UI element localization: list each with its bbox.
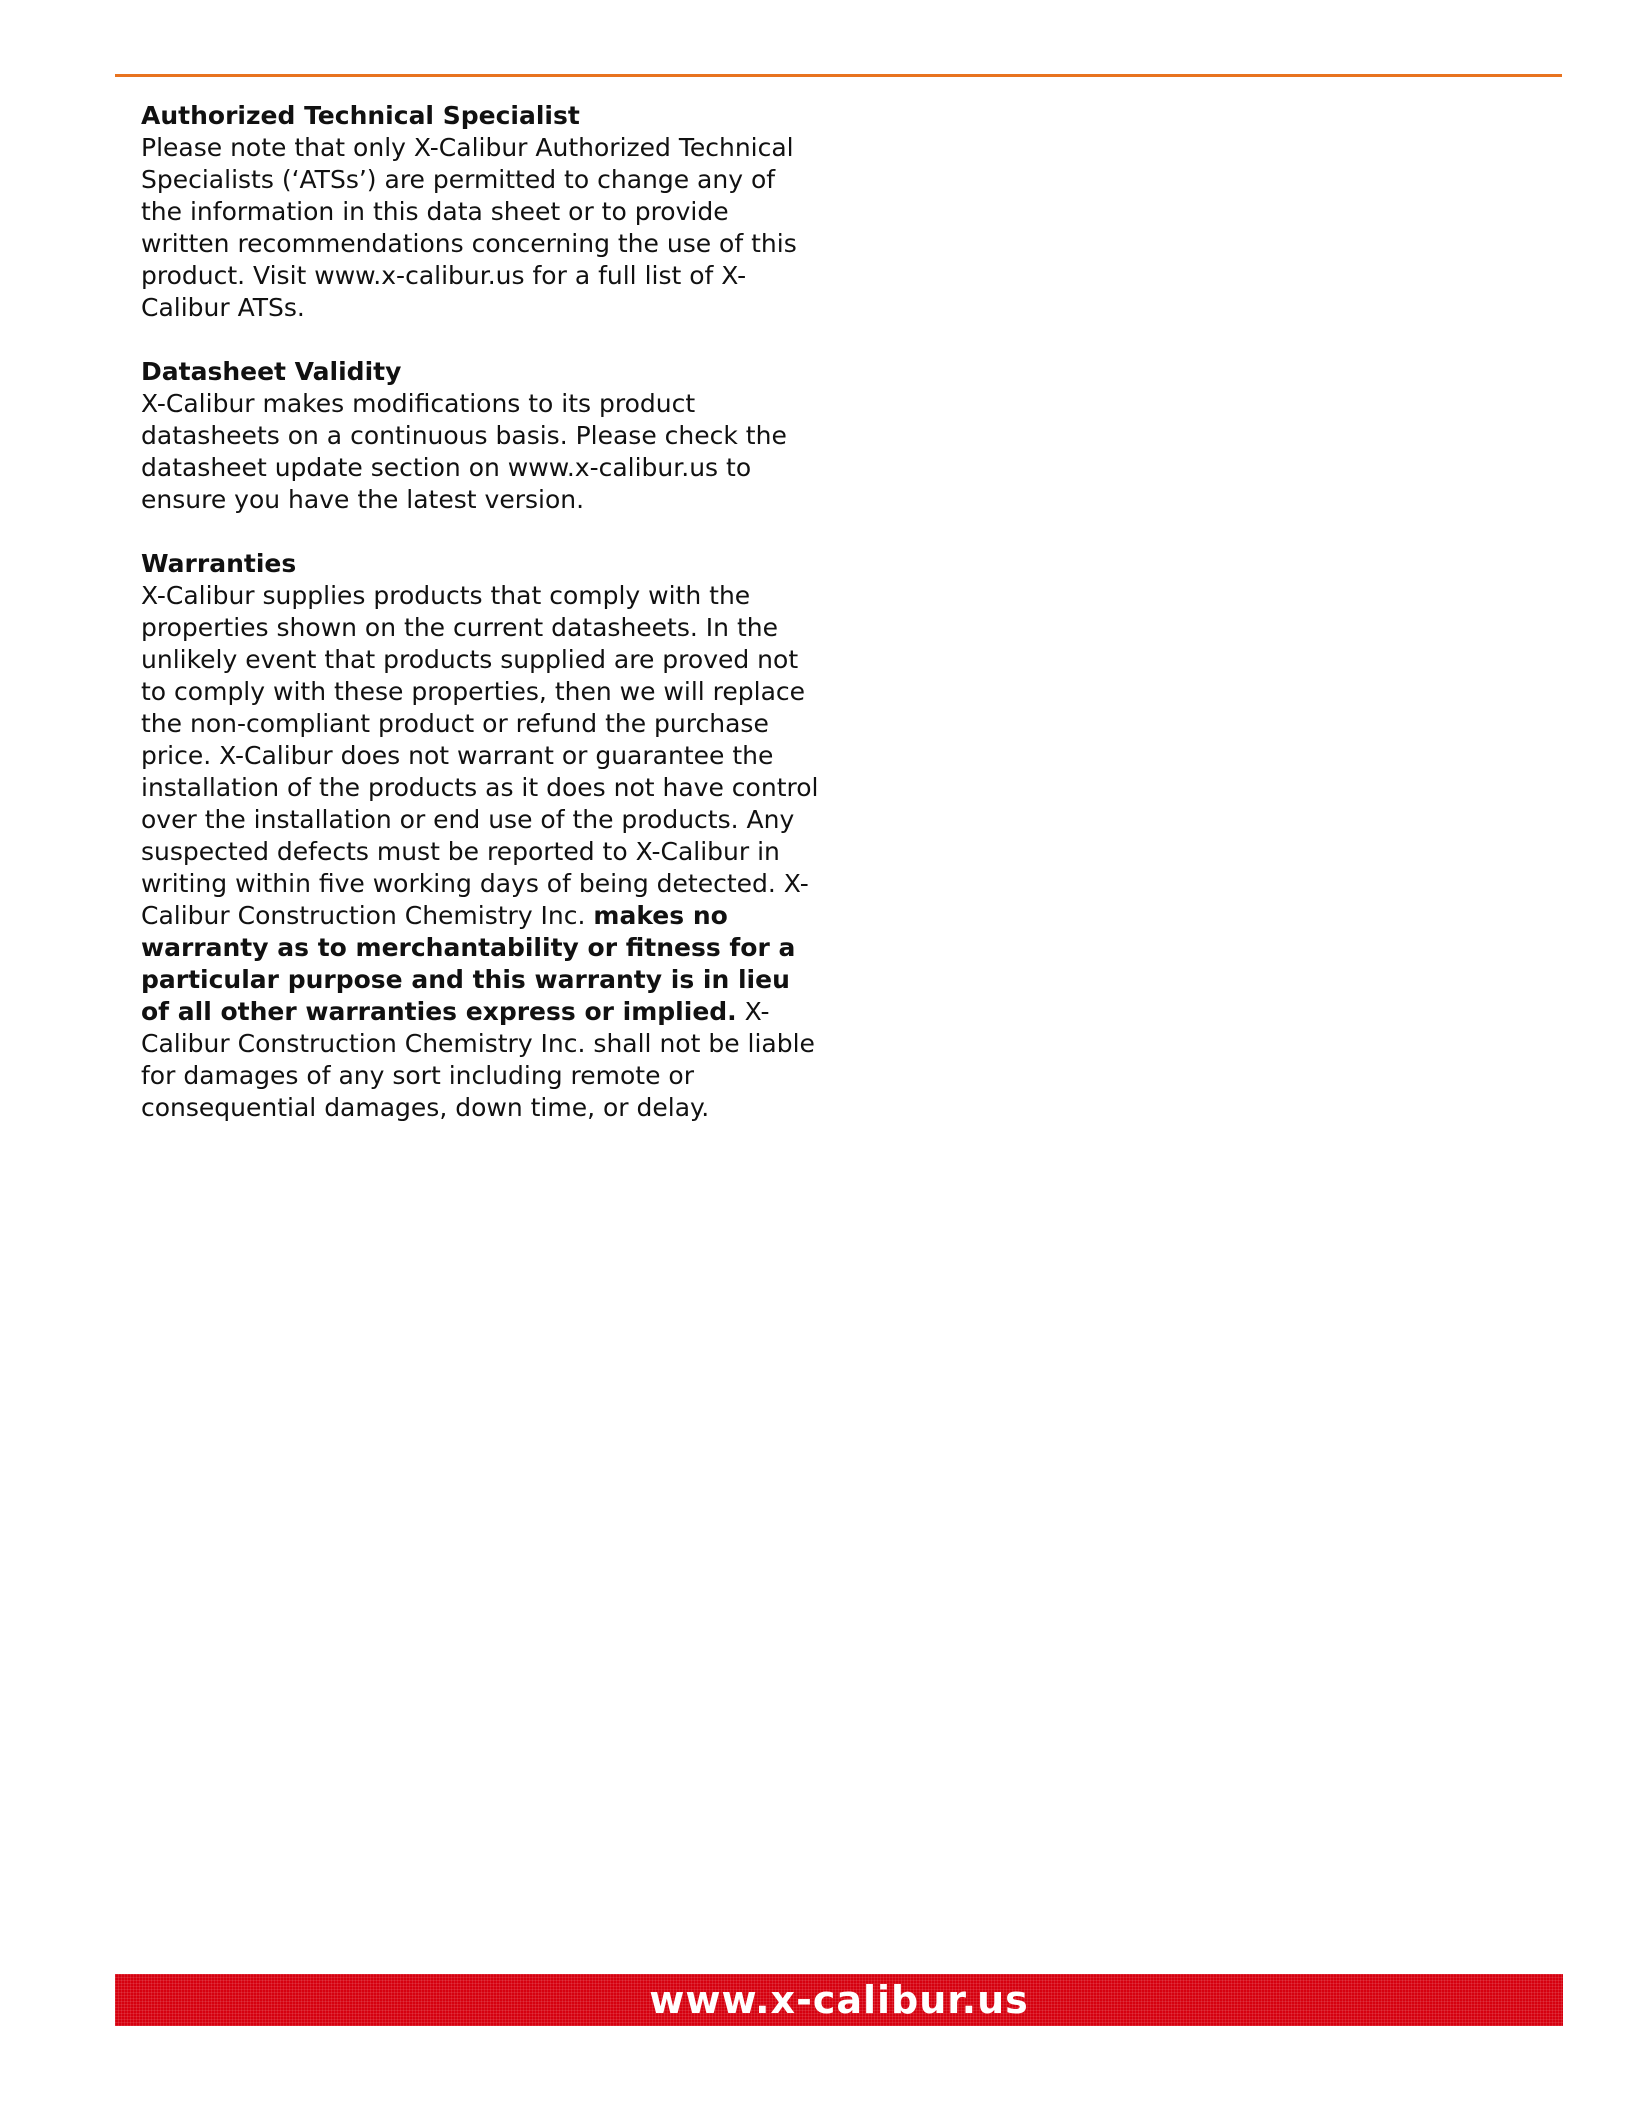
footer-bar	[115, 1974, 1563, 2026]
section-warranties	[141, 548, 821, 1124]
section-heading: Authorized Technical Specialist	[141, 101, 580, 130]
footer-website-link[interactable]: www.x-calibur.us	[649, 1978, 1029, 2022]
section-text	[141, 580, 821, 1124]
section-authorized-technical-specialist	[141, 100, 821, 324]
warranty-disclaimer: makes no warranty as to merchantability or fitness for a particular purpose and this warranty is in lieu of all other warranties express or implied.	[141, 901, 796, 1026]
section-text: X-Calibur makes modifications to its product datasheets on a continuous basis. Please check the datasheet update section on www.x-calibur.us to ensure you have the latest version.	[141, 389, 787, 514]
document-body	[141, 100, 821, 1156]
section-heading: Datasheet Validity	[141, 357, 402, 386]
section-heading: Warranties	[141, 549, 297, 578]
section-text: Please note that only X-Calibur Authorized Technical Specialists (‘ATSs’) are permitted to change any of the information in this data sheet or to provide written recommendations concerning the use of this product. Visit www.x-calibur.us for a full list of X-Calibur ATSs.	[141, 133, 797, 322]
header-divider	[115, 74, 1562, 77]
section-datasheet-validity	[141, 356, 821, 516]
warranty-text-start: X-Calibur supplies products that comply with the properties shown on the current datasheets. In the unlikely event that products supplied are proved not to comply with these properties, then we will replace the non-compliant product or refund the purchase price. X-Calibur does not warrant or guarantee the installation of the products as it does not have control over the installation or end use of the products. Any suspected defects must be reported to X-Calibur in writing within five working days of being detected. X-Calibur Construction Chemistry Inc.	[141, 581, 819, 930]
warranty-text-end: X-Calibur Construction Chemistry Inc. shall not be liable for damages of any sort including remote or consequential damages, down time, or delay.	[141, 997, 815, 1122]
